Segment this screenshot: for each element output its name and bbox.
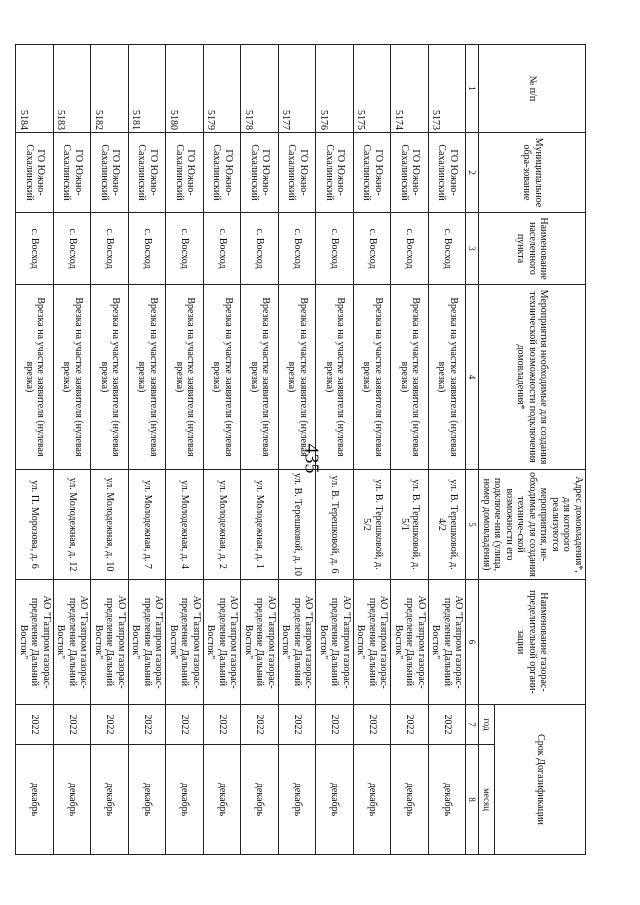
municipality-cell: ГО Южно-Сахалинский [391,133,429,213]
settlement-cell: с. Восход [91,213,129,285]
measures-cell: Врезка на участке заявителя (нулевая врезка) [391,285,429,470]
municipality-cell: ГО Южно-Сахалинский [316,133,354,213]
month-cell: декабрь [54,745,92,855]
header-address: Адрес домовладения*, для которого реализуются мероприятия, не-обходимые для создания техниче-ской возможности его подключе-ния (улица, номер домовладения) [479,470,586,580]
measures-cell: Врезка на участке заявителя (нулевая врезка) [129,285,167,470]
month-cell: декабрь [16,745,54,855]
table-row [54,45,92,855]
year-cell: 2022 [129,705,167,745]
address-cell: ул. В. Терешковой, д. 10 [279,470,317,580]
gdo-cell: АО "Газпром газорас-пределение Дальний Восток" [391,580,429,705]
settlement-cell: с. Восход [204,213,242,285]
header-measures: Мероприятия необходимые для создания технической возможности подключения домовладения* [479,285,586,470]
gasification-table [16,44,587,855]
settlement-cell: с. Восход [166,213,204,285]
address-cell: ул. Молодежная, д. 10 [91,470,129,580]
municipality-cell: ГО Южно-Сахалинский [54,133,92,213]
year-cell: 2022 [54,705,92,745]
municipality-cell: ГО Южно-Сахалинский [354,133,392,213]
row-number: 5175 [354,45,392,133]
month-cell: декабрь [354,745,392,855]
municipality-cell: ГО Южно-Сахалинский [279,133,317,213]
month-cell: декабрь [129,745,167,855]
year-cell: 2022 [279,705,317,745]
gdo-cell: АО "Газпром газорас-пределение Дальний Восток" [54,580,92,705]
gdo-cell: АО "Газпром газорас-пределение Дальний Восток" [16,580,54,705]
document-table-rotated [18,44,586,854]
month-cell: декабрь [316,745,354,855]
address-cell: ул. П. Морозова, д. 6 [16,470,54,580]
table-row [316,45,354,855]
address-cell: ул. Молодежная, д. 2 [204,470,242,580]
table-row [391,45,429,855]
measures-cell: Врезка на участке заявителя (нулевая врезка) [316,285,354,470]
table-row [354,45,392,855]
gdo-cell: АО "Газпром газорас-пределение Дальний Восток" [241,580,279,705]
address-cell: ул. Молодежная, д. 4 [166,470,204,580]
year-cell: 2022 [91,705,129,745]
row-number: 5176 [316,45,354,133]
month-cell: декабрь [166,745,204,855]
column-number: 2 [466,133,479,213]
municipality-cell: ГО Южно-Сахалинский [429,133,467,213]
table-row [429,45,467,855]
table-row [16,45,54,855]
column-number: 6 [466,580,479,705]
table-row [91,45,129,855]
month-cell: декабрь [91,745,129,855]
gdo-cell: АО "Газпром газорас-пределение Дальний Восток" [204,580,242,705]
row-number: 5178 [241,45,279,133]
row-number: 5182 [91,45,129,133]
row-number: 5184 [16,45,54,133]
gdo-cell: АО "Газпром газорас-пределение Дальний Восток" [129,580,167,705]
settlement-cell: с. Восход [129,213,167,285]
table-row [129,45,167,855]
row-number: 5177 [279,45,317,133]
settlement-cell: с. Восход [429,213,467,285]
measures-cell: Врезка на участке заявителя (нулевая врезка) [91,285,129,470]
measures-cell: Врезка на участке заявителя (нулевая врезка) [166,285,204,470]
municipality-cell: ГО Южно-Сахалинский [129,133,167,213]
table-body [16,45,586,855]
address-cell: ул. Молодежная, д. 1 [241,470,279,580]
year-cell: 2022 [429,705,467,745]
address-cell: ул. Молодежная, д. 12 [54,470,92,580]
row-number: 5173 [429,45,467,133]
settlement-cell: с. Восход [391,213,429,285]
gdo-cell: АО "Газпром газорас-пределение Дальний Восток" [354,580,392,705]
address-cell: ул. В. Терешковой, д. 6 [316,470,354,580]
header-gdo: Наименование газорас-пределительной органи-зации [479,580,586,705]
municipality-cell: ГО Южно-Сахалинский [204,133,242,213]
measures-cell: Врезка на участке заявителя (нулевая врезка) [354,285,392,470]
year-cell: 2022 [204,705,242,745]
header-year: год [479,705,494,745]
measures-cell: Врезка на участке заявителя (нулевая врезка) [54,285,92,470]
municipality-cell: ГО Южно-Сахалинский [166,133,204,213]
row-number: 5179 [204,45,242,133]
municipality-cell: ГО Южно-Сахалинский [241,133,279,213]
year-cell: 2022 [166,705,204,745]
month-cell: декабрь [279,745,317,855]
measures-cell: Врезка на участке заявителя (нулевая врезка) [279,285,317,470]
settlement-cell: с. Восход [241,213,279,285]
measures-cell: Врезка на участке заявителя (нулевая врезка) [241,285,279,470]
header-number: № п/п [479,45,586,133]
settlement-cell: с. Восход [279,213,317,285]
column-number: 3 [466,213,479,285]
settlement-cell: с. Восход [316,213,354,285]
address-cell: ул. Молодежная, д. 7 [129,470,167,580]
row-number: 5180 [166,45,204,133]
year-cell: 2022 [354,705,392,745]
gdo-cell: АО "Газпром газорас-пределение Дальний Восток" [279,580,317,705]
year-cell: 2022 [241,705,279,745]
municipality-cell: ГО Южно-Сахалинский [91,133,129,213]
page-number: 435 [300,443,323,474]
address-cell: ул. В. Терешковой, д. 5/2 [354,470,392,580]
header-month: месяц [479,745,494,855]
month-cell: декабрь [429,745,467,855]
month-cell: декабрь [241,745,279,855]
row-number: 5174 [391,45,429,133]
header-row [494,45,585,855]
address-cell: ул. В. Терешковой, д. 4/2 [429,470,467,580]
column-number: 1 [466,45,479,133]
settlement-cell: с. Восход [354,213,392,285]
year-cell: 2022 [391,705,429,745]
table-row [166,45,204,855]
settlement-cell: с. Восход [54,213,92,285]
row-number: 5181 [129,45,167,133]
header-deadline: Срок Догазификации [494,705,585,855]
header-municipality: Муниципальное обра-зование [479,133,586,213]
settlement-cell: с. Восход [16,213,54,285]
measures-cell: Врезка на участке заявителя (нулевая врезка) [204,285,242,470]
header-settlement: Наименование населенного пункта [479,213,586,285]
year-cell: 2022 [316,705,354,745]
municipality-cell: ГО Южно-Сахалинский [16,133,54,213]
month-cell: декабрь [204,745,242,855]
column-numbers-row [466,45,479,855]
gdo-cell: АО "Газпром газорас-пределение Дальний Восток" [429,580,467,705]
table-row [279,45,317,855]
column-number: 4 [466,285,479,470]
table-row [241,45,279,855]
table-row [204,45,242,855]
year-cell: 2022 [16,705,54,745]
gdo-cell: АО "Газпром газорас-пределение Дальний Восток" [166,580,204,705]
measures-cell: Врезка на участке заявителя (нулевая врезка) [429,285,467,470]
column-number: 7 [466,705,479,745]
row-number: 5183 [54,45,92,133]
column-number: 8 [466,745,479,855]
gdo-cell: АО "Газпром газорас-пределение Дальний Восток" [316,580,354,705]
month-cell: декабрь [391,745,429,855]
address-cell: ул. В. Терешковой, д. 5/1 [391,470,429,580]
column-number: 5 [466,470,479,580]
gdo-cell: АО "Газпром газорас-пределение Дальний Восток" [91,580,129,705]
measures-cell: Врезка на участке заявителя (нулевая врезка) [16,285,54,470]
